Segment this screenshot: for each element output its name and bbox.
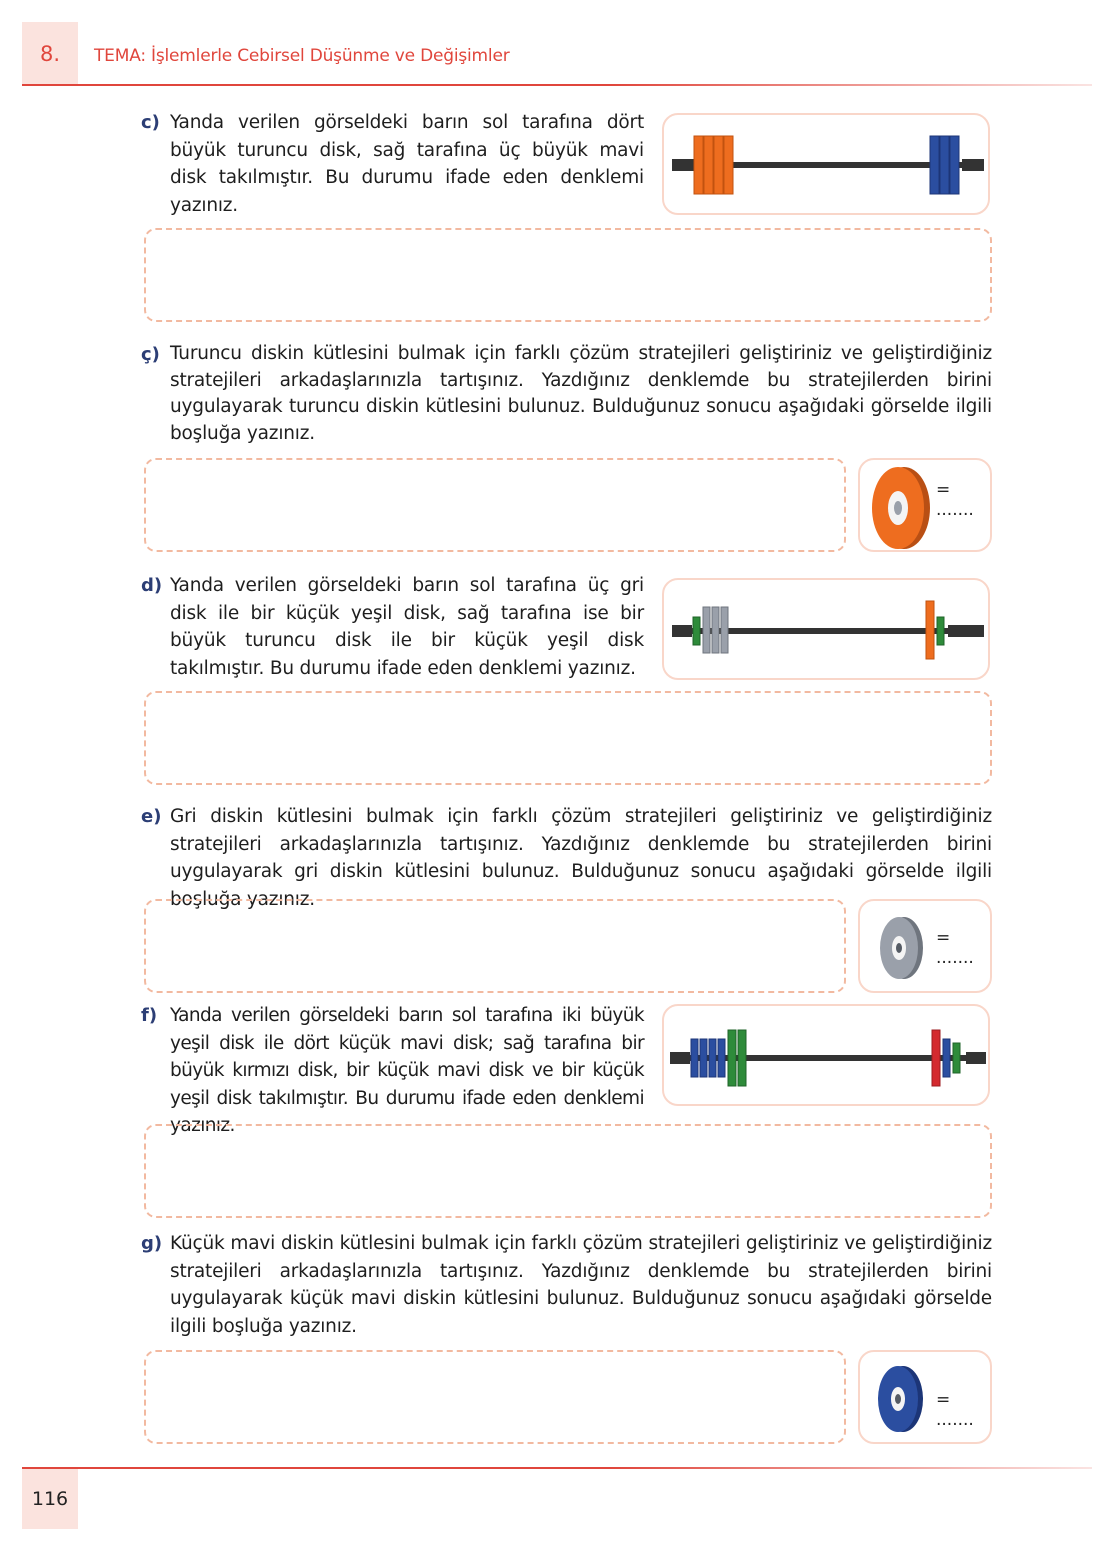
blue-disk	[940, 136, 949, 194]
small-green-disk	[693, 617, 700, 645]
question-c2-text: Turuncu diskin kütlesini bulmak için farklı çözüm stratejileri geliştiriniz ve geliştirdiğiniz stratejileri arkadaşlarınızla tartışınız. Yazdığınız denklemde bu stratejilerden birini uygulayarak turuncu diskin kütlesini bulunuz. Bulduğunuz sonucu aşağıdaki görselde ilgili boşluğa yazınız.	[170, 343, 992, 444]
bar-collar-right	[962, 159, 984, 171]
orange-disk	[704, 136, 713, 194]
question-g-label: g)	[141, 1233, 163, 1254]
orange-disk-answer[interactable]: = .......	[936, 480, 974, 520]
answer-box-e[interactable]	[144, 899, 846, 993]
answer-box-c2[interactable]	[144, 458, 846, 552]
question-d-label: d)	[141, 575, 163, 596]
question-f-label: f)	[141, 1005, 158, 1026]
question-f-text: Yanda verilen görseldeki barın sol tarafına iki büyük yeşil disk ile dört küçük mavi disk; sağ tarafına bir büyük kırmızı disk, bir küçük mavi disk ve bir küçük yeşil disk takılmıştır. Bu durumu ifade eden denklemi yazınız.	[170, 1005, 644, 1136]
page-number: 116	[31, 1488, 69, 1510]
question-c-text: Yanda verilen görseldeki barın sol tarafına dört büyük turuncu disk, sağ tarafına üç büyük mavi disk takılmıştır. Bu durumu ifade eden denklemi yazınız.	[170, 112, 644, 216]
gray-disk	[712, 607, 719, 653]
footer-divider	[22, 1467, 1092, 1469]
small-blue-disk-result-box	[858, 1350, 992, 1444]
orange-disk	[926, 601, 934, 659]
answer-box-g[interactable]	[144, 1350, 846, 1444]
barbell-image-d	[662, 578, 990, 680]
unit-number-badge	[22, 22, 78, 86]
small-green-disk	[953, 1043, 960, 1073]
bar-collar-right	[948, 625, 984, 637]
blue-disk	[950, 136, 959, 194]
gray-disk	[703, 607, 710, 653]
answer-box-d[interactable]	[144, 691, 992, 785]
barbell-f-svg	[664, 1006, 992, 1108]
question-c2-label: ç)	[141, 344, 160, 365]
gray-disk-result-box	[858, 899, 992, 993]
barbell-d-svg	[664, 580, 992, 682]
blue-disk	[930, 136, 939, 194]
orange-disk	[714, 136, 723, 194]
question-d-text: Yanda verilen görseldeki barın sol tarafına üç gri disk ile bir küçük yeşil disk, sağ tarafına ise bir büyük turuncu disk ile bir küçük yeşil disk takılmıştır. Bu durumu ifade eden denklemi yazınız.	[170, 575, 644, 679]
small-blue-disk	[700, 1039, 707, 1077]
barbell-image-c	[662, 113, 990, 215]
gray-disk	[721, 607, 728, 653]
question-c-label: c)	[141, 112, 160, 133]
page-number-badge	[22, 1469, 78, 1529]
bar-collar-left	[670, 1052, 690, 1064]
gray-disk-answer[interactable]: = .......	[936, 928, 974, 968]
green-disk	[738, 1030, 746, 1086]
answer-box-f[interactable]	[144, 1124, 992, 1218]
small-blue-disk	[691, 1039, 698, 1077]
question-e-label: e)	[141, 806, 162, 827]
question-g-text: Küçük mavi diskin kütlesini bulmak için farklı çözüm stratejileri geliştiriniz ve geliştirdiğiniz stratejileri arkadaşlarınızla tartışınız. Yazdığınız denklemde bu stratejilerden birini uygulayarak küçük mavi diskin kütlesini bulunuz. Bulduğunuz sonucu aşağıdaki görselde ilgili boşluğa yazınız.	[170, 1233, 992, 1337]
unit-number: 8.	[39, 42, 61, 66]
orange-disk-result-box	[858, 458, 992, 552]
small-blue-disk	[718, 1039, 725, 1077]
small-blue-disk	[943, 1039, 950, 1077]
page-header-title: TEMA: İşlemlerle Cebirsel Düşünme ve Değişimler	[94, 46, 510, 66]
orange-disk	[724, 136, 733, 194]
barbell-image-f	[662, 1004, 990, 1106]
small-green-disk	[937, 617, 944, 645]
small-blue-disk	[709, 1039, 716, 1077]
red-disk	[932, 1030, 940, 1086]
bar-collar-left	[672, 625, 692, 637]
bar-collar-right	[966, 1052, 986, 1064]
barbell-c-svg	[664, 115, 992, 217]
orange-disk	[694, 136, 703, 194]
green-disk	[728, 1030, 736, 1086]
bar-collar-left	[672, 159, 694, 171]
header-divider	[22, 84, 1092, 86]
question-e-text: Gri diskin kütlesini bulmak için farklı çözüm stratejileri geliştiriniz ve geliştirdiğiniz stratejileri arkadaşlarınızla tartışınız. Yazdığınız denklemde bu stratejilerden birini uygulayarak gri diskin kütlesini bulunuz. Bulduğunuz sonucu aşağıdaki görselde ilgili boşluğa yazınız.	[170, 806, 992, 910]
answer-box-c[interactable]	[144, 228, 992, 322]
small-blue-disk-answer[interactable]: = .......	[936, 1390, 974, 1430]
